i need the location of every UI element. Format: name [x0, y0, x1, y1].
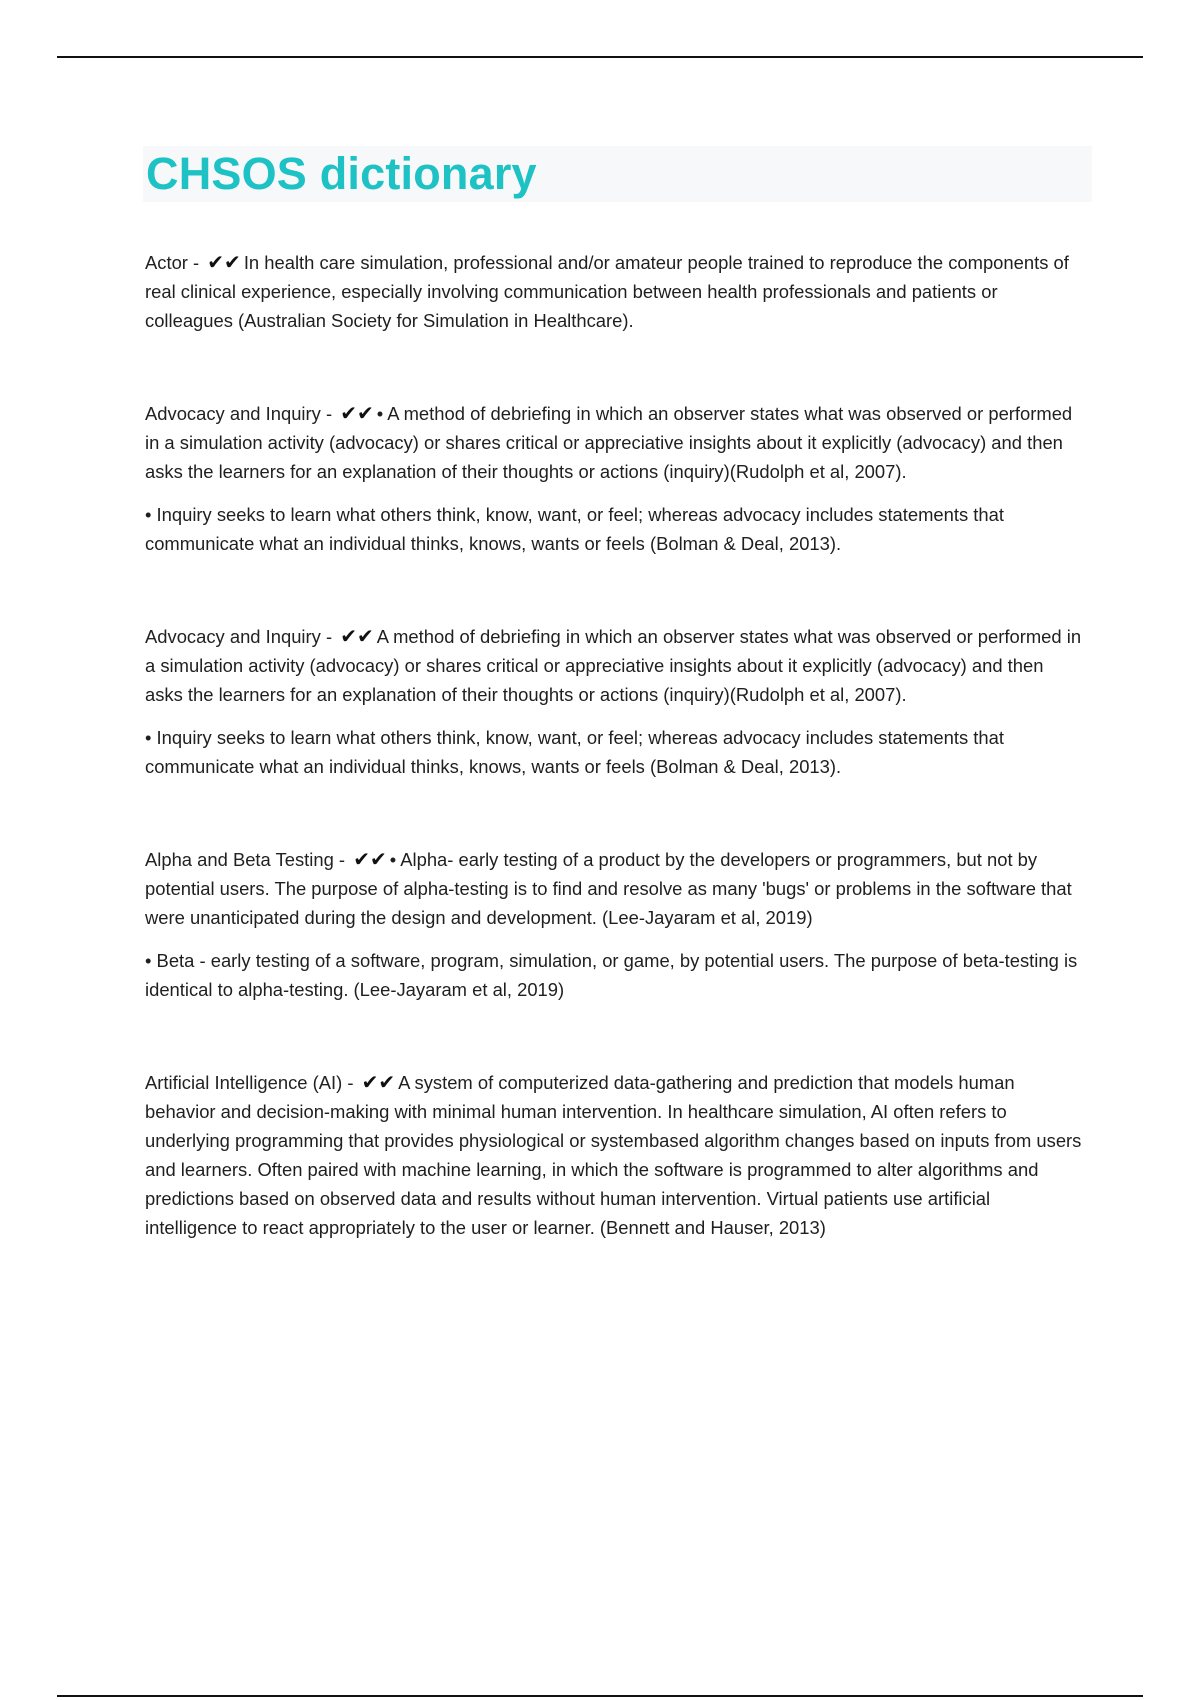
entry-paragraph	[145, 1068, 1085, 1242]
dictionary-entry	[145, 1068, 1085, 1242]
entry-term: Advocacy and Inquiry -	[145, 626, 333, 647]
entry-text: • Beta - early testing of a software, program, simulation, or game, by potential users. The purpose of beta-testing is identical to alpha-testing. (Lee-Jayaram et al, 2019)	[145, 950, 1078, 1000]
double-check-icon: ✔✔	[361, 1070, 396, 1094]
entry-paragraph	[145, 845, 1085, 932]
entry-paragraph	[145, 622, 1085, 709]
entry-text: • Inquiry seeks to learn what others think, know, want, or feel; whereas advocacy includes statements that communicate what an individual thinks, knows, wants or feels (Bolman & Deal, 2013).	[145, 504, 1004, 554]
dictionary-entry	[145, 622, 1085, 781]
entry-paragraph	[145, 248, 1085, 335]
entry-text: A method of debriefing in which an observer states what was observed or performed in a simulation activity (advocacy) or shares critical or appreciative insights about it explicitly (advocacy) and then asks the learners for an explanation of their thoughts or actions (inquiry)(Rudolph et al, 2007).	[145, 626, 1082, 705]
document-title: CHSOS dictionary	[146, 148, 537, 199]
dictionary-entry	[145, 845, 1085, 1004]
entry-text: • A method of debriefing in which an observer states what was observed or performed in a simulation activity (advocacy) or shares critical or appreciative insights about it explicitly (advocacy) and then asks the learners for an explanation of their thoughts or actions (inquiry)(Rudolph et al, 2007).	[145, 403, 1073, 482]
double-check-icon: ✔✔	[340, 401, 374, 425]
entry-text: • Alpha- early testing of a product by the developers or programmers, but not by potential users. The purpose of alpha-testing is to find and resolve as many 'bugs' or problems in the software that were unanticipated during the design and development. (Lee-Jayaram et al, 2019)	[145, 849, 1072, 928]
double-check-icon: ✔✔	[207, 250, 241, 274]
bottom-divider	[57, 1695, 1143, 1697]
entry-text: • Inquiry seeks to learn what others think, know, want, or feel; whereas advocacy includes statements that communicate what an individual thinks, knows, wants or feels (Bolman & Deal, 2013).	[145, 727, 1004, 777]
entry-paragraph	[145, 500, 1085, 558]
top-divider	[57, 56, 1143, 58]
double-check-icon: ✔✔	[340, 624, 374, 648]
entry-term: Artificial Intelligence (AI) -	[145, 1072, 354, 1093]
double-check-icon: ✔✔	[353, 847, 387, 871]
dictionary-entry	[145, 248, 1085, 335]
entry-text: A system of computerized data-gathering and prediction that models human behavior and decision-making with minimal human intervention. In healthcare simulation, AI often refers to underlying programming that provides physiological or systembased algorithm changes based on inputs from users and learners. Often paired with machine learning, in which the software is programmed to alter algorithms and predictions based on observed data and results without human intervention. Virtual patients use artificial intelligence to react appropriately to the user or learner. (Bennett and Hauser, 2013)	[145, 1072, 1082, 1238]
entry-text: In health care simulation, professional and/or amateur people trained to reproduce the components of real clinical experience, especially involving communication between health professionals and patients or colleagues (Australian Society for Simulation in Healthcare).	[145, 252, 1069, 331]
entry-paragraph	[145, 946, 1085, 1004]
dictionary-entry	[145, 399, 1085, 558]
entry-paragraph	[145, 399, 1085, 486]
entry-paragraph	[145, 723, 1085, 781]
entry-term: Advocacy and Inquiry -	[145, 403, 333, 424]
dictionary-entries	[145, 248, 1085, 1306]
entry-term: Alpha and Beta Testing -	[145, 849, 346, 870]
entry-term: Actor -	[145, 252, 200, 273]
